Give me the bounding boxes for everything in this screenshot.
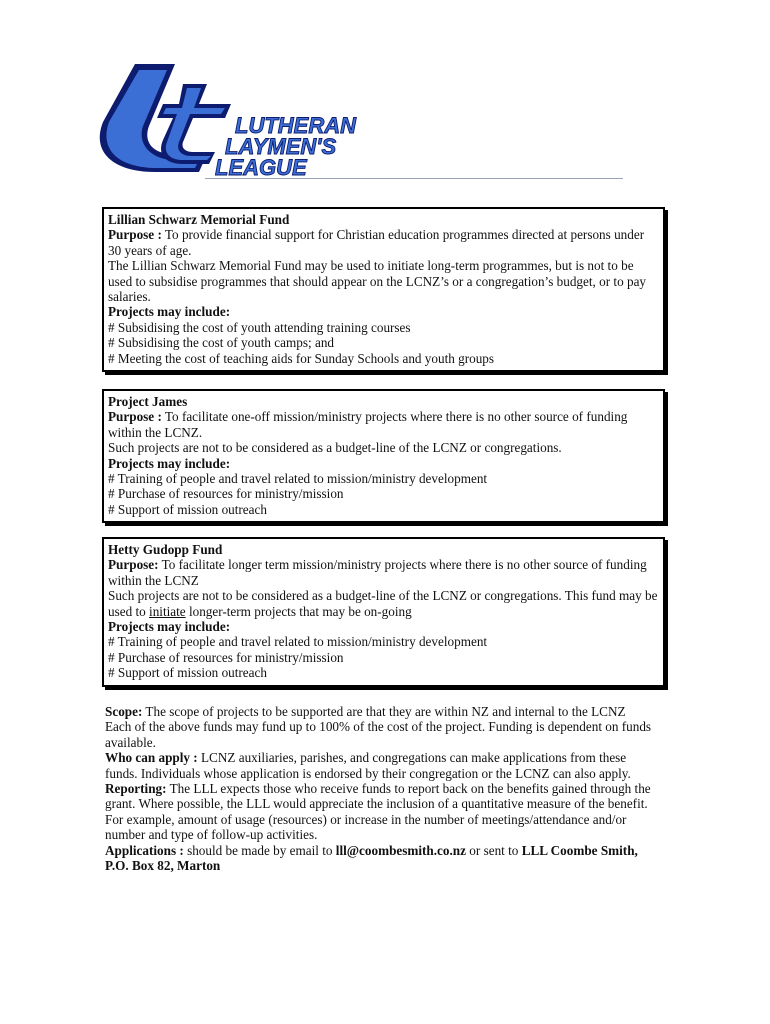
list-item: # Training of people and travel related to mission/ministry development — [108, 634, 488, 650]
fund-detail: Such projects are not to be considered as a budget-line of the LCNZ or congregations. This fund may be used to initiate longer-term projects that may be on-going — [108, 588, 658, 619]
list-item: # Support of mission outreach — [108, 665, 267, 681]
projects-label: Projects may include: — [108, 304, 231, 320]
general-information — [105, 704, 661, 873]
fund-box-project-james — [102, 389, 665, 523]
list-item: # Training of people and travel related to mission/ministry development — [108, 471, 488, 487]
fund-detail: The Lillian Schwarz Memorial Fund may be used to initiate long-term programmes, but is not to be used to subsidise programmes that should appear on the LCNZ’s or a congregation’s budget, or to pay salaries. — [108, 258, 647, 305]
purpose-text: To facilitate longer term mission/ministry projects where there is no other source of funding within the LCNZ — [108, 557, 647, 588]
who-can-apply-paragraph: Who can apply : LCNZ auxiliaries, parishes, and congregations can make applications from these funds. Individuals whose application is endorsed by their congregation or the LCNZ can also apply. — [105, 750, 631, 781]
fund-title: Project James — [108, 394, 188, 409]
list-item: # Purchase of resources for ministry/mission — [108, 649, 344, 665]
logo-text-line1: LUTHERAN — [235, 113, 356, 138]
scope-paragraph: Scope: The scope of projects to be supported are that they are within NZ and internal to the LCNZ — [105, 704, 626, 719]
purpose-label: Purpose: — [108, 557, 159, 573]
initiate-underlined: initiate — [149, 603, 186, 619]
reporting-paragraph: Reporting: The LLL expects those who receive funds to report back on the benefits gained through the grant. Where possible, the LLL would appreciate the inclusion of a quantitative measure of the benefit. For example, amount of usage (resources) or increase in the number of meetings/attendance and/or number and type of follow-up activities. — [105, 781, 651, 843]
list-item: # Subsidising the cost of youth camps; and — [108, 335, 335, 351]
fund-title: Lillian Schwarz Memorial Fund — [108, 212, 290, 227]
fund-detail: Such projects are not to be considered as a budget-line of the LCNZ or congregations. — [108, 440, 562, 456]
who-label: Who can apply : — [105, 750, 198, 766]
fund-box-hetty-gudopp — [102, 537, 665, 687]
list-item: # Subsidising the cost of youth attending training courses — [108, 319, 411, 335]
fund-box-lillian-schwarz — [102, 207, 665, 372]
applications-label: Applications : — [105, 842, 184, 858]
reporting-label: Reporting: — [105, 781, 167, 797]
applications-paragraph: Applications : should be made by email to lll@coombesmith.co.nz or sent to LLL Coombe Smith, P.O. Box 82, Marton — [105, 842, 638, 874]
header-divider — [205, 178, 623, 179]
lutheran-laymens-league-logo — [95, 60, 385, 180]
funding-paragraph: Each of the above funds may fund up to 100% of the cost of the project. Funding is dependent on funds available. — [105, 719, 652, 750]
projects-label: Projects may include: — [108, 619, 231, 635]
fund-title: Hetty Gudopp Fund — [108, 542, 223, 557]
email-address[interactable]: lll@coombesmith.co.nz — [335, 842, 466, 858]
scope-label: Scope: — [105, 704, 143, 719]
postal-address: LLL Coombe Smith, P.O. Box 82, Marton — [105, 842, 638, 874]
list-item: # Purchase of resources for ministry/mission — [108, 486, 344, 502]
purpose-text: To provide financial support for Christian education programmes directed at persons under 30 years of age. — [108, 227, 645, 258]
logo-text-line3: LEAGUE — [215, 155, 307, 180]
purpose-text: To facilitate one-off mission/ministry projects where there is no other source of funding within the LCNZ. — [108, 409, 628, 440]
projects-label: Projects may include: — [108, 455, 231, 471]
list-item: # Meeting the cost of teaching aids for Sunday Schools and youth groups — [108, 350, 495, 366]
list-item: # Support of mission outreach — [108, 501, 267, 517]
logo-text-line2: LAYMEN'S — [225, 134, 337, 159]
purpose-label: Purpose : — [108, 227, 162, 243]
purpose-label: Purpose : — [108, 409, 162, 425]
